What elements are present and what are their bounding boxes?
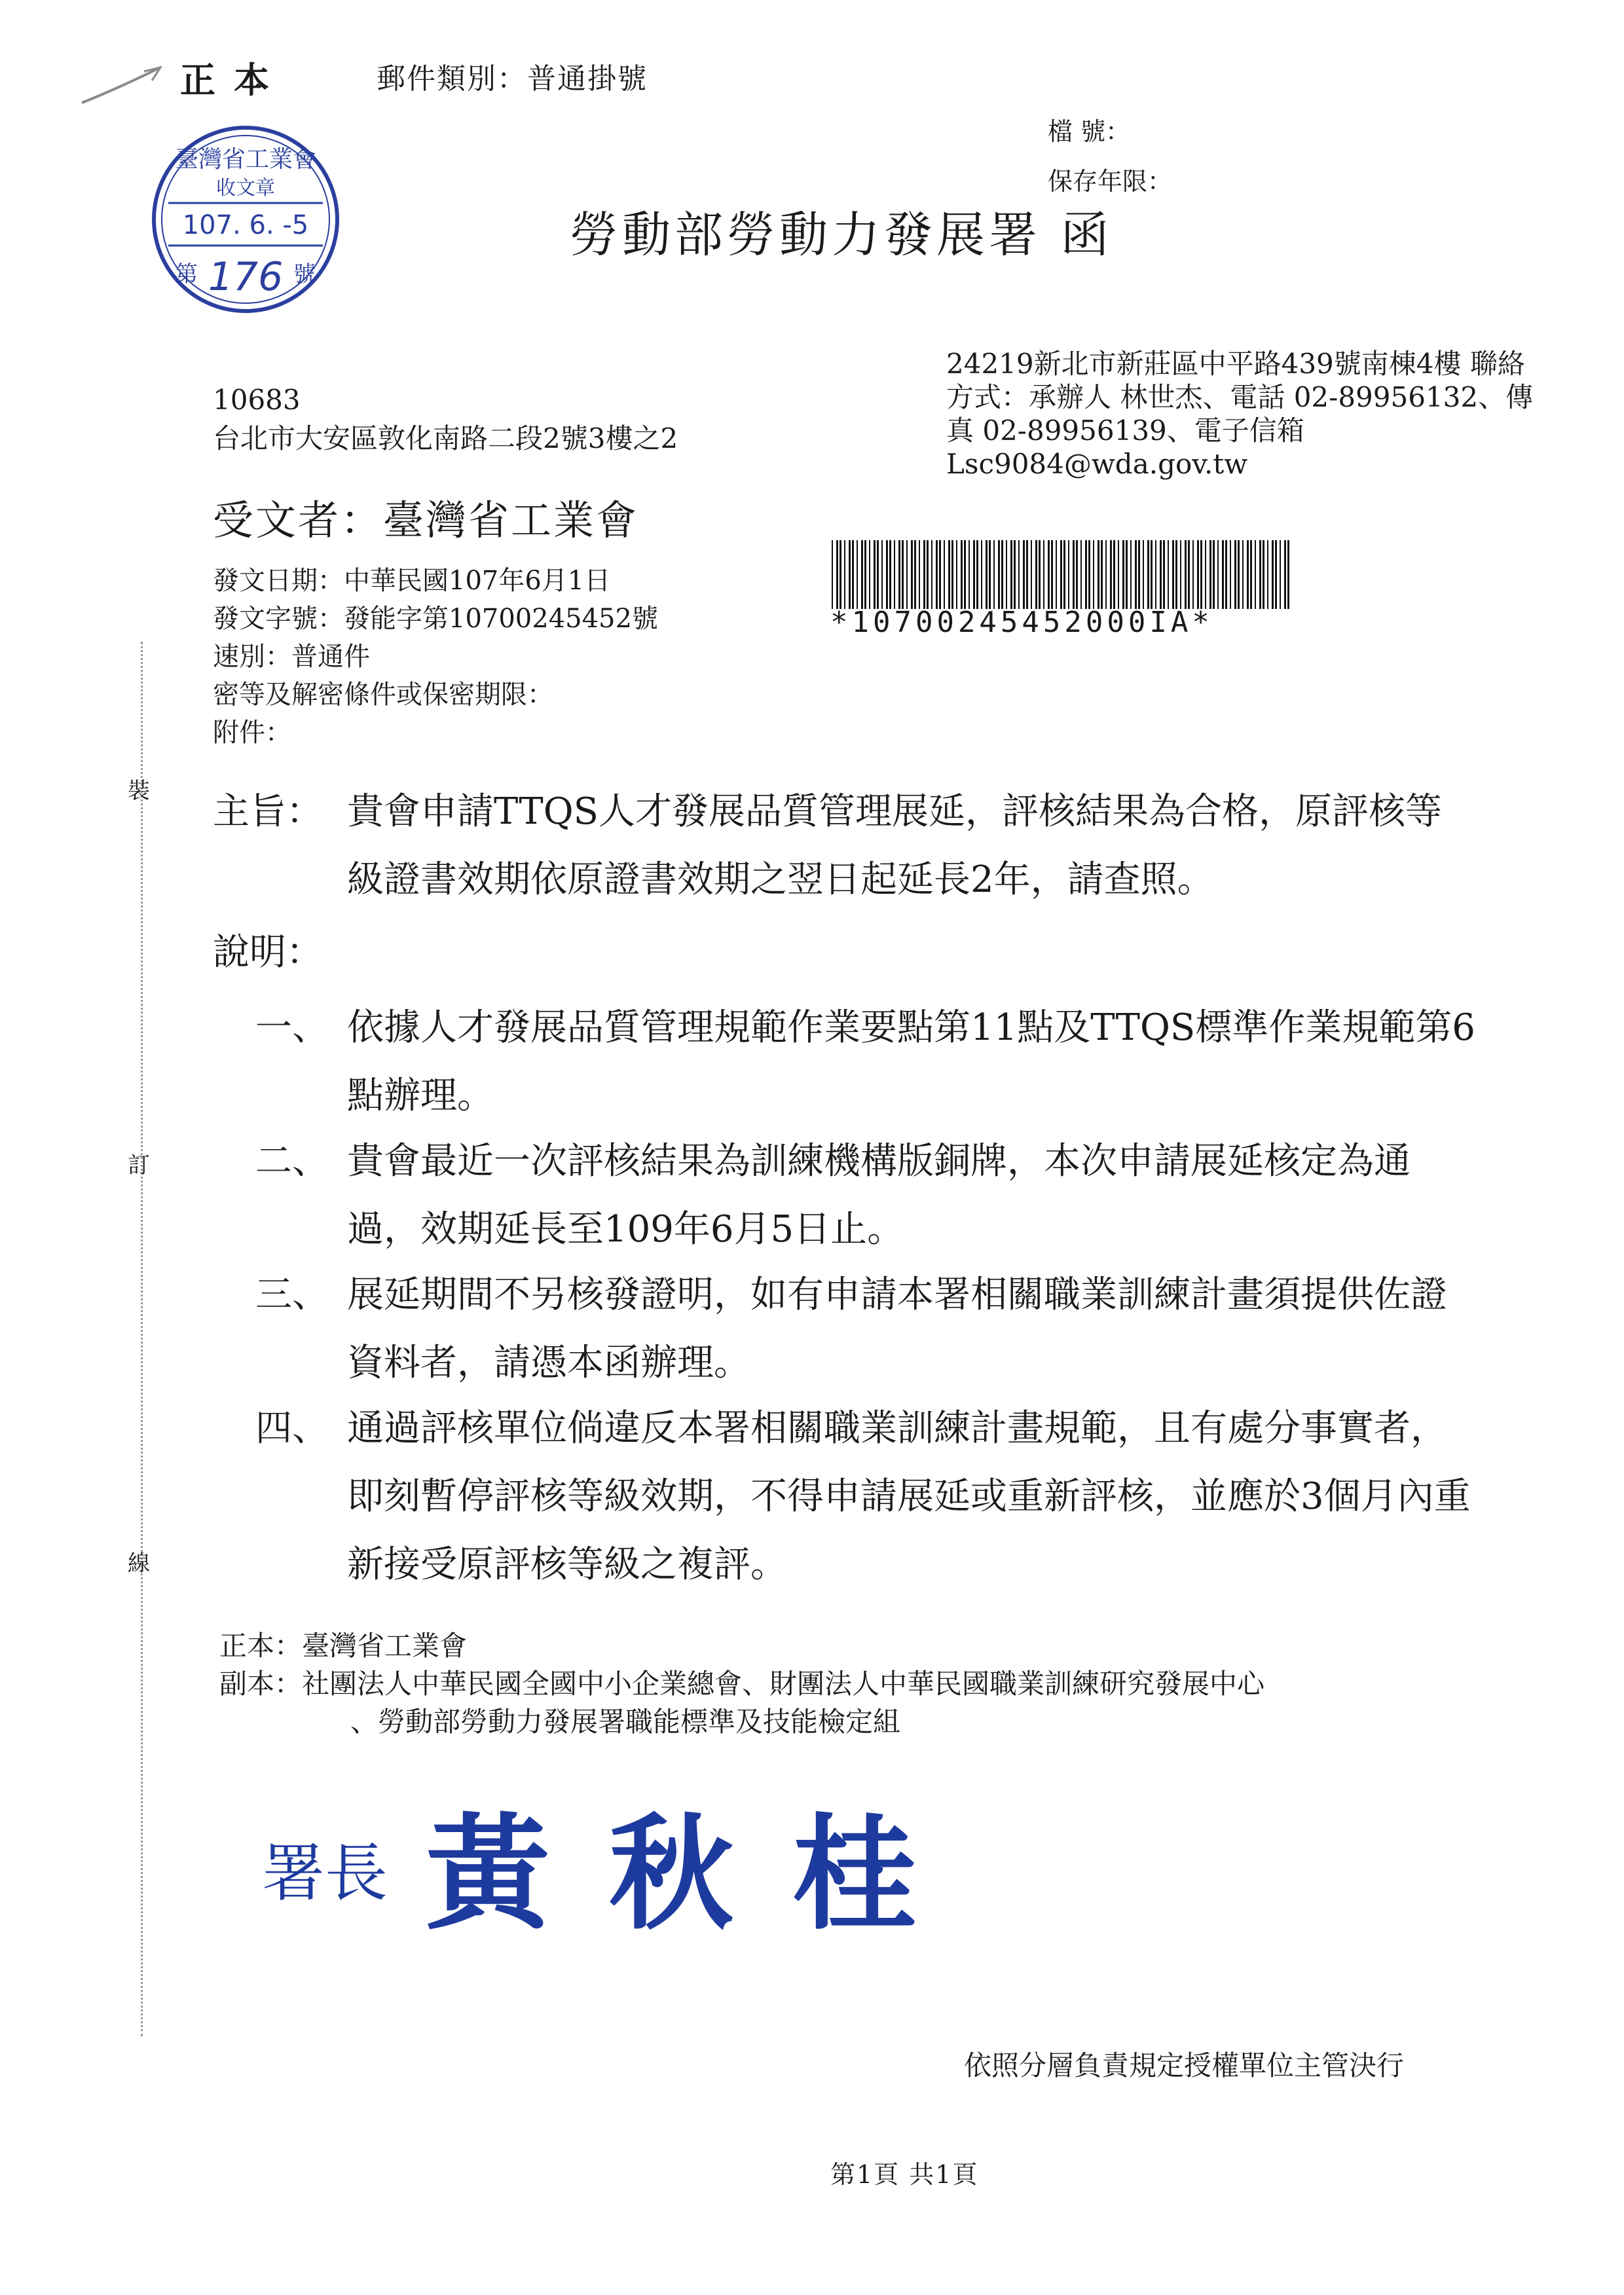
secrecy-level: 密等及解密條件或保密期限： <box>213 680 553 710</box>
barcode-bar <box>1155 540 1156 609</box>
barcode-bar <box>1073 540 1075 609</box>
signatory-name: 黃秋桂 <box>426 1801 976 1947</box>
barcode-bar <box>1080 540 1082 609</box>
barcode-bar <box>1143 540 1144 609</box>
signatory-title: 署長 <box>262 1837 388 1910</box>
mail-type: 郵件類別：普通掛號 <box>377 62 648 96</box>
barcode-bar <box>1023 540 1025 609</box>
barcode-bar <box>1247 540 1249 609</box>
explanation-item <box>255 1261 1480 1397</box>
barcode-bar <box>906 540 908 609</box>
barcode-bar <box>1238 540 1240 609</box>
barcode-bar <box>1213 540 1215 609</box>
barcode-bar <box>1122 540 1124 609</box>
barcode-bar <box>961 540 963 609</box>
barcode-bar <box>840 540 841 609</box>
barcode-bar <box>844 540 845 609</box>
barcode-bar <box>986 540 987 609</box>
item-number: 一、 <box>255 1006 329 1049</box>
barcode-bar <box>1234 540 1236 609</box>
barcode-bar <box>1151 540 1153 609</box>
barcode-bar <box>973 540 975 609</box>
barcode-bar <box>956 540 957 609</box>
barcode-bar <box>1135 540 1137 609</box>
barcode-bar <box>1188 540 1190 609</box>
stamp-date: 107. 6. -5 <box>182 210 309 240</box>
barcode-bar <box>1001 540 1003 609</box>
barcode-bar <box>993 540 995 609</box>
document-meta <box>213 562 658 752</box>
barcode-bar <box>981 540 982 609</box>
explanation-item <box>255 994 1480 1130</box>
authorization-note: 依照分層負責規定授權單位主管決行 <box>964 2049 1405 2082</box>
subject-label: 主旨： <box>213 790 323 833</box>
barcode-bar <box>1272 540 1274 609</box>
barcode-bar <box>919 540 920 609</box>
barcode-bar <box>951 540 953 609</box>
barcode-bar <box>1267 540 1268 609</box>
barcode-bar <box>1006 540 1007 609</box>
recipient: 受文者：臺灣省工業會 <box>213 496 639 544</box>
barcode-bar <box>1225 540 1227 609</box>
barcode-bar <box>1113 540 1115 609</box>
binding-mark: 線 <box>128 1551 150 1577</box>
retention-period-label: 保存年限： <box>1048 167 1173 196</box>
stamp-number-suffix: 號 <box>293 261 316 287</box>
barcode-bar <box>1163 540 1165 609</box>
barcode-bar <box>1147 540 1149 609</box>
barcode-bar <box>1026 540 1028 609</box>
attachment: 附件： <box>213 718 291 748</box>
barcode-bar <box>861 540 863 609</box>
barcode-bar <box>1209 540 1211 609</box>
barcode-bar <box>948 540 950 609</box>
agency-title: 勞動部勞動力發展署 函 <box>570 207 1113 263</box>
item-text: 展延期間不另核發證明，如有申請本署相關職業訓練計畫須提供佐證資料者，請憑本函辦理。 <box>347 1274 1447 1384</box>
barcode-bar <box>1085 540 1087 609</box>
barcode-bar <box>911 540 913 609</box>
item-number: 三、 <box>255 1274 329 1316</box>
barcode-bar <box>998 540 1000 609</box>
stamp-org: 臺灣省工業會 <box>174 146 317 173</box>
barcode-bar <box>1230 540 1231 609</box>
barcode-bar <box>927 540 929 609</box>
barcode-bar <box>1110 540 1112 609</box>
barcode-bar <box>1076 540 1078 609</box>
distribution-list <box>219 1627 1264 1741</box>
pen-mark <box>79 62 164 108</box>
sender-address-contact: 24219新北市新莊區中平路439號南棟4樓 聯絡方式：承辦人 林世杰、電話 02-89956132、傳真 02-89956139、電子信箱 Lsc9084@wda.gov.tw <box>946 348 1534 480</box>
stamp-number-prefix: 第 <box>175 261 198 287</box>
subject <box>213 778 1477 914</box>
barcode-bar <box>1018 540 1020 609</box>
binding-mark: 訂 <box>128 1152 150 1179</box>
file-number-label: 檔 號： <box>1048 117 1131 146</box>
recipient-zip: 10683 <box>213 384 301 416</box>
barcode-bar <box>1101 540 1103 609</box>
binding-mark: 裝 <box>128 778 150 804</box>
copy-recipients: 副本：社團法人中華民國全國中小企業總會、財團法人中華民國職業訓練研究發展中心 <box>219 1668 1265 1700</box>
barcode-bar <box>969 540 970 609</box>
barcode-bar <box>1172 540 1174 609</box>
copy-type-label: 正本 <box>180 59 287 101</box>
barcode-bar <box>1259 540 1261 609</box>
barcode-bar <box>923 540 925 609</box>
barcode-bar <box>1035 540 1037 609</box>
barcode-bar <box>832 540 833 609</box>
barcode-bar <box>1130 540 1132 609</box>
item-text: 依據人才發展品質管理規範作業要點第11點及TTQS標準作業規範第6點辦理。 <box>347 1006 1475 1117</box>
delivery-speed: 速別：普通件 <box>213 642 370 672</box>
barcode-bar <box>1242 540 1244 609</box>
barcode-bar <box>864 540 866 609</box>
barcode-bar <box>964 540 966 609</box>
barcode-bar <box>1160 540 1162 609</box>
barcode-bar <box>1098 540 1099 609</box>
barcode-bar <box>931 540 932 609</box>
barcode-bar <box>944 540 945 609</box>
barcode-bar <box>1105 540 1107 609</box>
barcode-bar <box>1043 540 1044 609</box>
barcode-bar <box>1048 540 1050 609</box>
barcode-bar <box>898 540 900 609</box>
barcode-bar <box>1031 540 1032 609</box>
explanation-item <box>255 1128 1480 1264</box>
document-number: 發文字號：發能字第10700245452號 <box>213 604 658 634</box>
barcode-bar <box>989 540 991 609</box>
barcode-bar <box>1287 540 1289 609</box>
page-number: 第1頁 共1頁 <box>830 2160 979 2189</box>
barcode-bar <box>877 540 879 609</box>
barcode-bar <box>1056 540 1057 609</box>
barcode-bar <box>1039 540 1041 609</box>
original-recipient: 正本：臺灣省工業會 <box>219 1630 468 1662</box>
barcode-bar <box>1185 540 1187 609</box>
barcode-bar <box>1284 540 1286 609</box>
barcode-bar <box>976 540 978 609</box>
barcode-bar <box>1014 540 1016 609</box>
barcode-bar <box>874 540 876 609</box>
barcode-bar <box>1118 540 1119 609</box>
item-number: 四、 <box>255 1407 329 1450</box>
barcode-bar <box>1063 540 1065 609</box>
barcode-bar <box>1280 540 1281 609</box>
barcode-bar <box>857 540 858 609</box>
barcode-bar <box>1217 540 1219 609</box>
stamp-number: 176 <box>208 254 284 300</box>
issue-date: 發文日期：中華民國107年6月1日 <box>213 566 611 596</box>
barcode-bar <box>849 540 851 609</box>
barcode <box>832 540 1290 609</box>
barcode-bar <box>881 540 883 609</box>
recipient-address: 台北市大安區敦化南路二段2號3樓之2 <box>213 422 678 454</box>
item-text: 通過評核單位倘違反本署相關職業訓練計畫規範，且有處分事實者，即刻暫停評核等級效期，不得申請展延或重新評核，並應於3個月內重新接受原評核等級之複評。 <box>347 1407 1471 1586</box>
barcode-bar <box>1093 540 1094 609</box>
barcode-bar <box>1126 540 1128 609</box>
barcode-bar <box>1205 540 1206 609</box>
barcode-bar <box>1255 540 1256 609</box>
barcode-bar <box>1180 540 1181 609</box>
barcode-bar <box>1200 540 1202 609</box>
barcode-bar <box>1175 540 1177 609</box>
barcode-bar <box>869 540 870 609</box>
barcode-bar <box>886 540 888 609</box>
barcode-bar <box>1088 540 1090 609</box>
received-stamp <box>147 121 344 318</box>
barcode-bar <box>914 540 916 609</box>
explanation-item <box>255 1395 1480 1599</box>
barcode-bar <box>836 540 838 609</box>
explanation-label: 說明： <box>213 931 323 974</box>
barcode-bar <box>1197 540 1199 609</box>
subject-text: 貴會申請TTQS人才發展品質管理展延，評核結果為合格，原評核等級證書效期依原證書效期之翌日起延長2年，請查照。 <box>347 790 1443 901</box>
barcode-bar <box>939 540 941 609</box>
stamp-received: 收文章 <box>216 177 275 200</box>
barcode-bar <box>1222 540 1224 609</box>
barcode-text: *10700245452000IA* <box>830 606 1213 639</box>
barcode-bar <box>1010 540 1012 609</box>
item-number: 二、 <box>255 1140 329 1183</box>
barcode-bar <box>936 540 938 609</box>
barcode-bar <box>1250 540 1252 609</box>
copy-recipients-cont: 、勞動部勞動力發展署職能標準及技能檢定組 <box>350 1706 901 1738</box>
barcode-bar <box>894 540 895 609</box>
barcode-bar <box>1060 540 1062 609</box>
binding-line <box>141 642 143 2036</box>
barcode-bar <box>1138 540 1140 609</box>
barcode-bar <box>902 540 904 609</box>
barcode-bar <box>1263 540 1264 609</box>
barcode-bar <box>1168 540 1169 609</box>
barcode-bar <box>852 540 854 609</box>
barcode-bar <box>1275 540 1277 609</box>
item-text: 貴會最近一次評核結果為訓練機構版銅牌，本次申請展延核定為通過，效期延長至109年6月5日止。 <box>347 1140 1411 1251</box>
barcode-bar <box>889 540 891 609</box>
barcode-bar <box>1068 540 1069 609</box>
barcode-bar <box>1051 540 1053 609</box>
barcode-bar <box>1192 540 1194 609</box>
